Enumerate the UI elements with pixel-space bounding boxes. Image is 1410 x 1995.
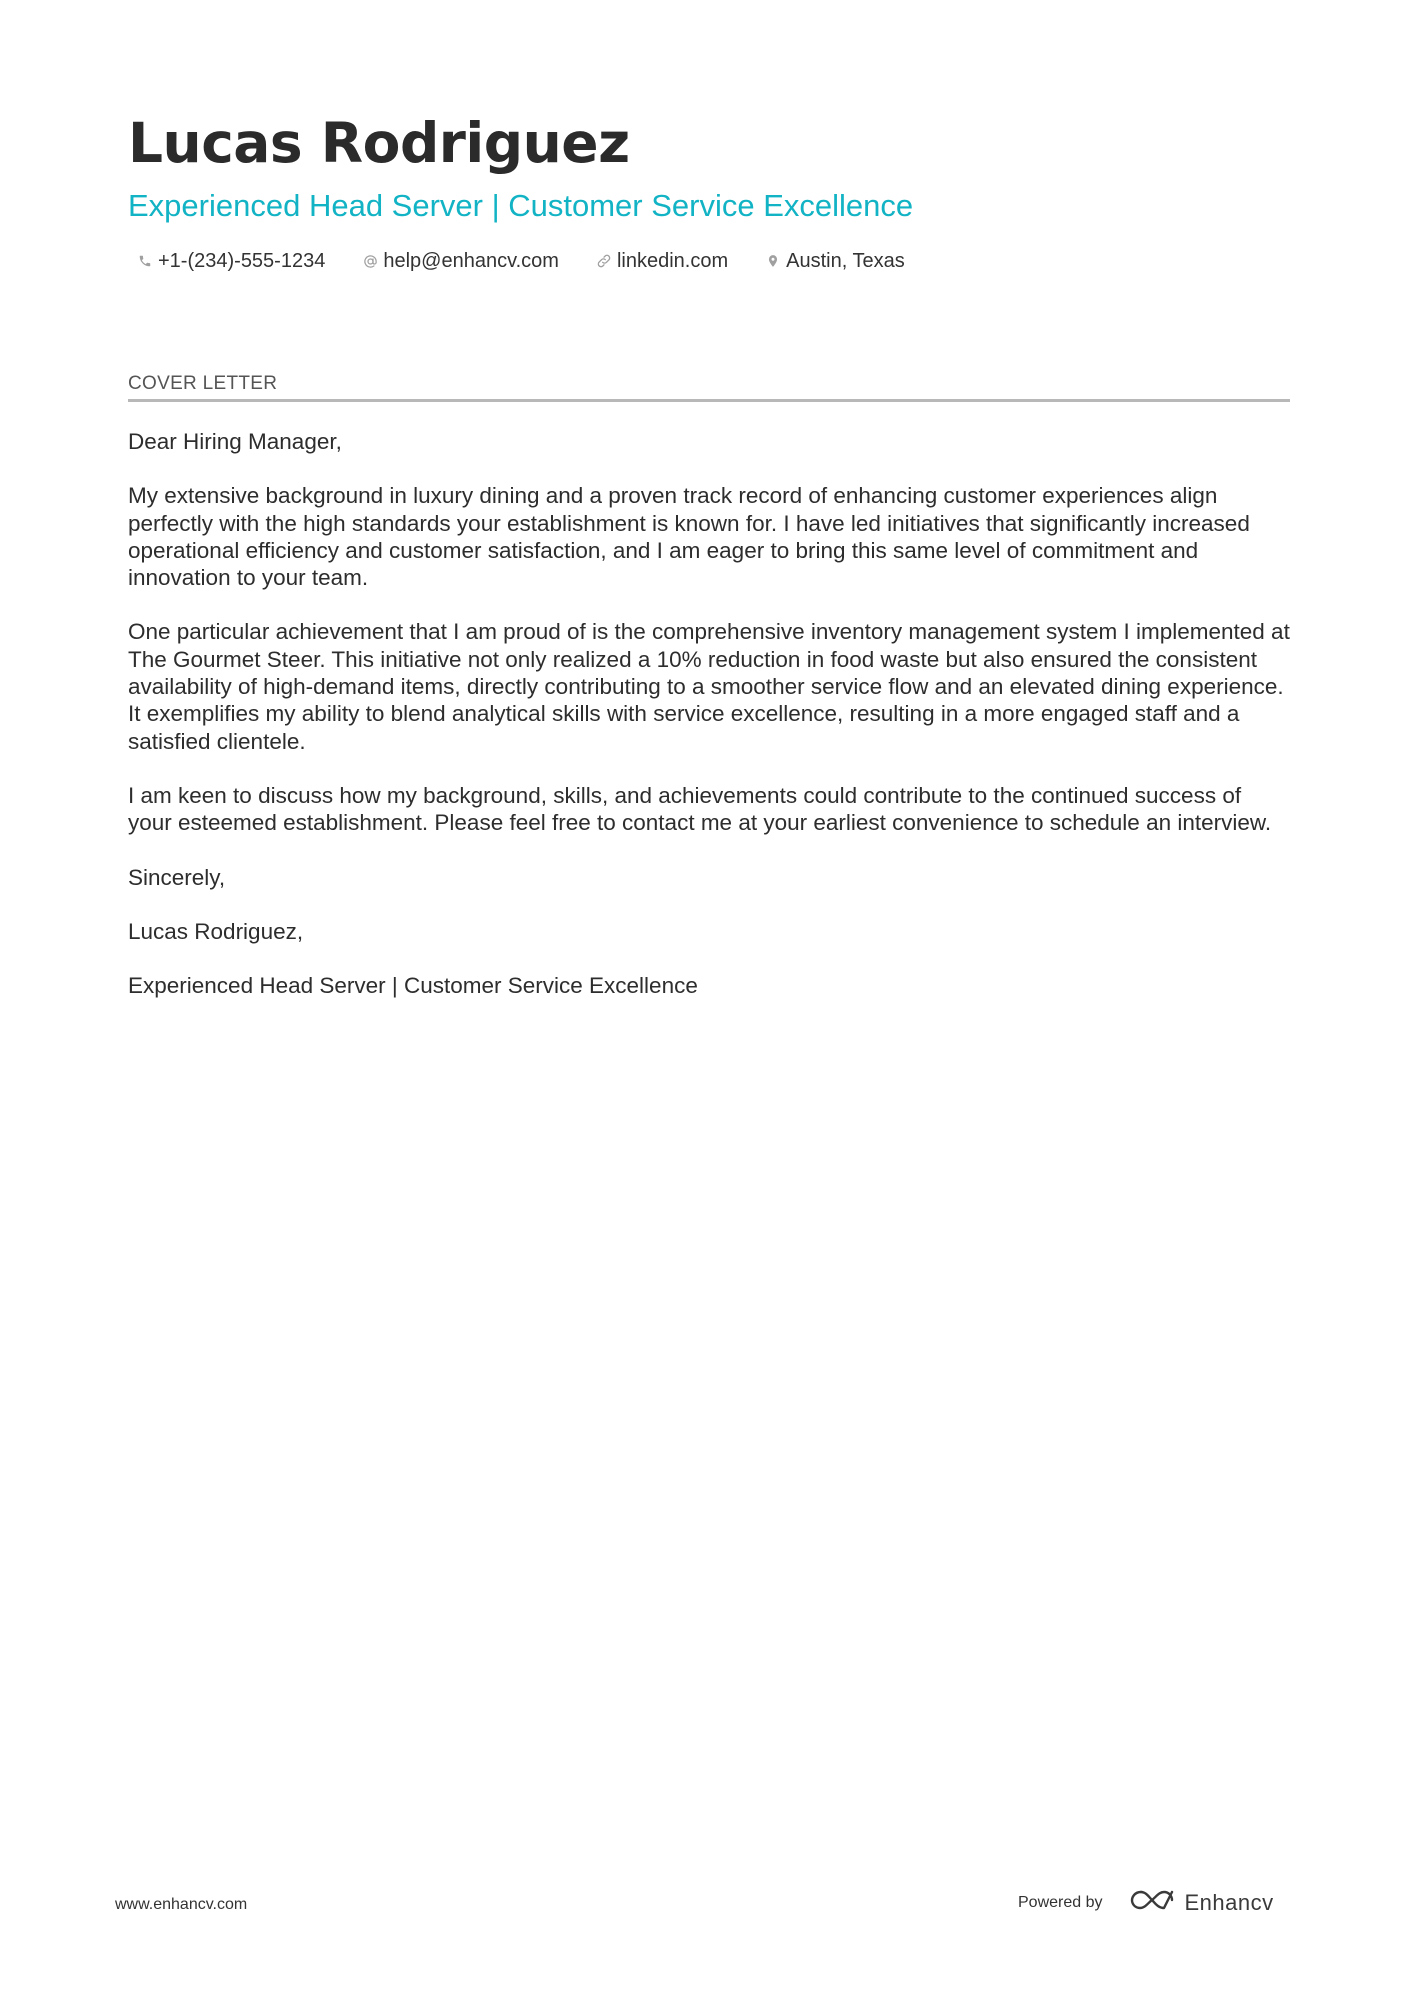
letter-paragraph-3: I am keen to discuss how my background, skills, and achievements could contribute to the continued success of your esteemed establishment. Please feel free to contact me at your earliest convenience to schedule an interview.	[128, 782, 1272, 836]
enhancv-logo[interactable]	[1129, 1888, 1274, 1917]
at-icon	[361, 252, 379, 270]
contact-location-text: Austin, Texas	[786, 249, 905, 272]
enhancv-logo-icon	[1129, 1888, 1175, 1917]
letter-signature-title: Experienced Head Server | Customer Service Excellence	[128, 973, 698, 999]
contact-row	[128, 246, 1290, 276]
contact-email-text: help@enhancv.com	[383, 249, 559, 272]
letter-paragraph-1: My extensive background in luxury dining and a proven track record of enhancing customer experiences align perfectly with the high standards your establishment is known for. I have led initiatives that significantly increased operational efficiency and customer satisfaction, and I am eager to bring this same level of commitment and innovation to your team.	[128, 483, 1250, 591]
location-pin-icon	[764, 252, 782, 270]
contact-link-text: linkedin.com	[616, 249, 729, 272]
applicant-name: Lucas Rodriguez	[128, 111, 630, 175]
letter-signature-name: Lucas Rodriguez,	[128, 918, 304, 944]
contact-phone-text: +1-(234)-555-1234	[158, 249, 326, 272]
letter-closing: Sincerely,	[128, 864, 226, 890]
letter-body	[128, 428, 1290, 999]
powered-by-label: Powered by	[1018, 1893, 1103, 1911]
contact-email[interactable]	[353, 250, 559, 273]
phone-icon	[136, 252, 154, 270]
cover-letter-page	[128, 108, 1290, 1026]
footer-branding	[1018, 1888, 1274, 1917]
letter-paragraph-2: One particular achievement that I am proud of is the comprehensive inventory management system I implemented at The Gourmet Steer. This initiative not only realized a 10% reduction in food waste but also ensured the consistent availability of high-demand items, directly contributing to a smoother service flow and an elevated dining experience. It exemplifies my ability to blend analytical skills with service excellence, resulting in a more engaged staff and a satisfied clientele.	[128, 619, 1290, 754]
enhancv-logo-text: Enhancv	[1184, 1889, 1274, 1915]
section-title-cover-letter: COVER LETTER	[128, 372, 1290, 402]
letter-greeting: Dear Hiring Manager,	[128, 429, 342, 454]
contact-location	[756, 250, 905, 273]
footer-website-link[interactable]: www.enhancv.com	[115, 1896, 248, 1913]
applicant-headline: Experienced Head Server | Customer Service Excellence	[128, 188, 914, 223]
contact-phone[interactable]	[128, 250, 325, 273]
link-icon	[595, 252, 613, 270]
contact-link[interactable]	[587, 250, 728, 273]
